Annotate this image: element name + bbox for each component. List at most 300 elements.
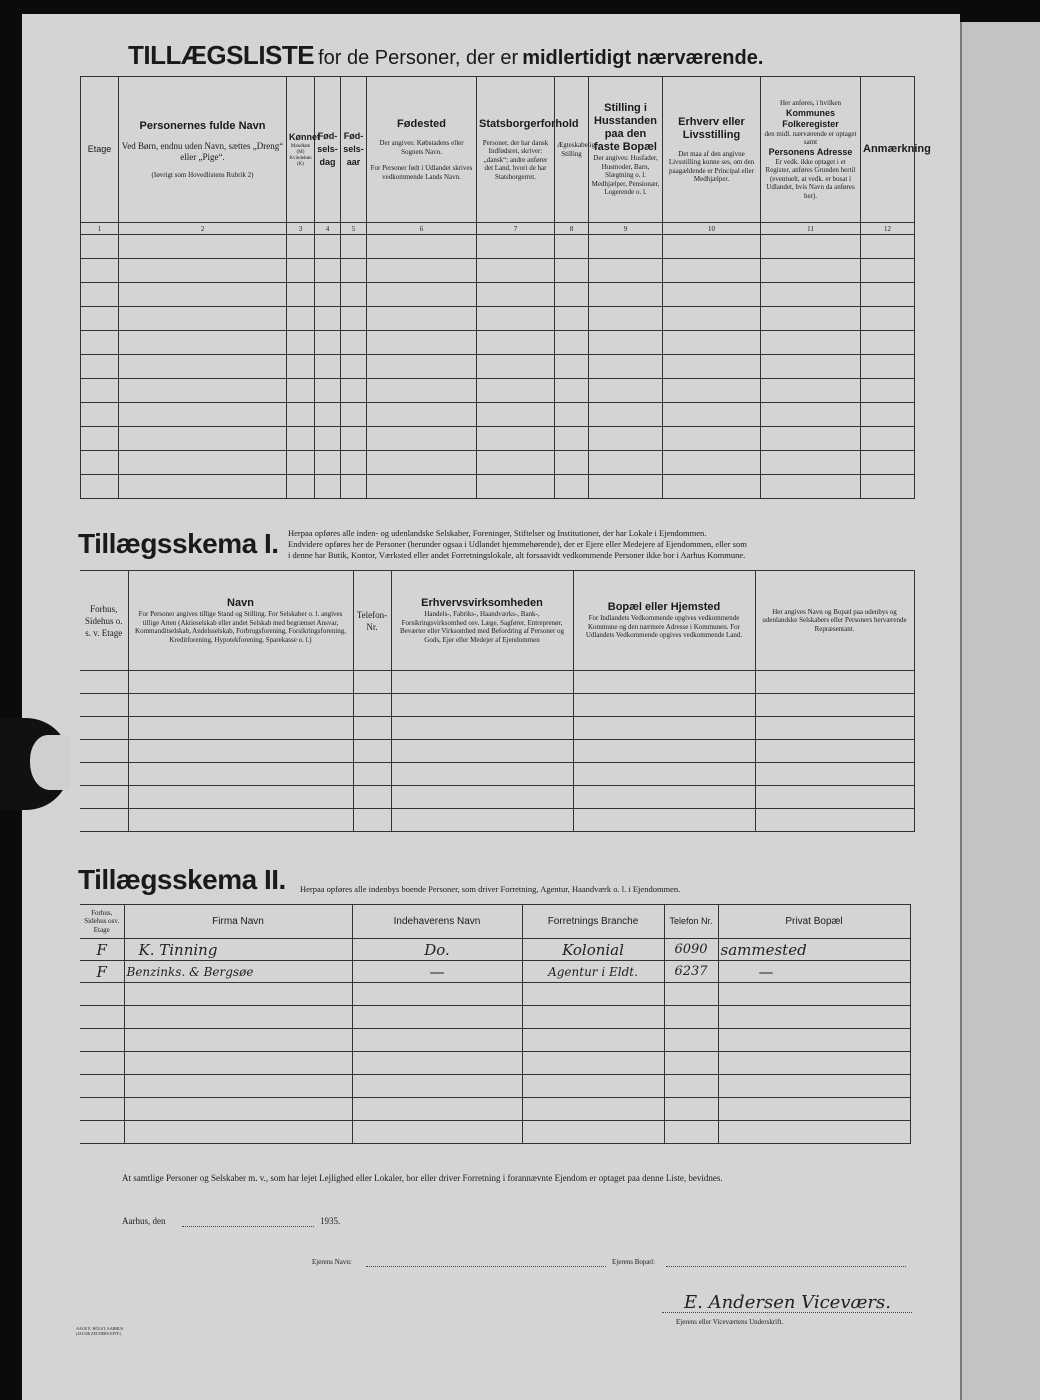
col-aegteskab: Ægteskabelig Stilling <box>555 77 589 223</box>
skema1-intro-line3: i denne har Butik, Kontor, Værksted eller andet Forretningslokale, alt forsaavidt vedkommende Personer ikke bor i Aarhus Kommune. <box>288 550 746 560</box>
blank-cell <box>128 763 353 786</box>
blank-row <box>80 1121 910 1144</box>
blank-cell <box>81 379 119 403</box>
blank-cell <box>664 1121 718 1144</box>
blank-cell <box>81 403 119 427</box>
blank-cell <box>367 331 477 355</box>
title-rest-a: for de Personer, der er <box>318 47 519 69</box>
blank-cell <box>861 427 915 451</box>
blank-cell <box>391 717 573 740</box>
blank-cell <box>367 283 477 307</box>
col-foedselsaar: Fød-sels-aar <box>341 77 367 223</box>
blank-cell <box>367 307 477 331</box>
blank-cell <box>861 283 915 307</box>
blank-cell <box>352 1075 522 1098</box>
owner-name-line <box>366 1266 606 1267</box>
s2-col-bopael: Privat Bopæl <box>718 905 910 939</box>
s1-col-telefon: Telefon-Nr. <box>353 571 391 671</box>
r1-bopael: sammested <box>718 939 910 961</box>
blank-cell <box>353 809 391 832</box>
blank-cell <box>555 259 589 283</box>
blank-cell <box>589 235 663 259</box>
blank-row <box>81 379 915 403</box>
blank-row <box>81 283 915 307</box>
blank-cell <box>663 427 761 451</box>
skema1-intro <box>288 528 918 561</box>
blank-cell <box>477 283 555 307</box>
blank-cell <box>353 763 391 786</box>
blank-cell <box>755 671 914 694</box>
blank-cell <box>287 331 315 355</box>
blank-cell <box>861 235 915 259</box>
blank-cell <box>477 235 555 259</box>
blank-cell <box>341 379 367 403</box>
col-statsborger: Statsborgerforhold Personer, der har dansk Indfødsret, skriver: „dansk“; andre anfører det Land, hvori de har Statsborgerret. <box>477 77 555 223</box>
blank-cell <box>81 475 119 499</box>
blank-cell <box>555 451 589 475</box>
blank-cell <box>287 307 315 331</box>
blank-cell <box>287 451 315 475</box>
s1-col-bopael: Bopæl eller Hjemsted For Indlandets Vedkommende opgives vedkommende Kommune og den nærmere Adresse i Kommunen. For Udlandets Vedkommende opgives vedkommende Land. <box>573 571 755 671</box>
title-main: TILLÆGSLISTE <box>128 40 315 70</box>
blank-cell <box>81 451 119 475</box>
printer-imprint: AAGE E. HOLST, AARHUS (JACOB ZEUNERS EFTF.) <box>76 1326 124 1336</box>
blank-cell <box>664 1029 718 1052</box>
blank-cell <box>755 809 914 832</box>
blank-cell <box>761 235 861 259</box>
blank-cell <box>81 331 119 355</box>
colnum-7: 7 <box>477 223 555 235</box>
colnum-3: 3 <box>287 223 315 235</box>
colnum-9: 9 <box>589 223 663 235</box>
blank-cell <box>367 379 477 403</box>
col-erhverv: Erhverv eller Livsstilling Det maa af den angivne Livsstilling kunne ses, om den paagældende er Principal eller Medhjælper. <box>663 77 761 223</box>
blank-cell <box>315 235 341 259</box>
blank-cell <box>555 355 589 379</box>
blank-cell <box>861 355 915 379</box>
skema1-title: Tillægsskema I. <box>78 528 279 559</box>
blank-cell <box>367 427 477 451</box>
signature: E. Andersen Viceværs. <box>684 1292 891 1313</box>
skema2-title: Tillægsskema II. <box>78 864 286 895</box>
blank-row <box>80 1075 910 1098</box>
blank-cell <box>119 403 287 427</box>
skema2-table <box>80 904 911 1144</box>
blank-cell <box>124 1006 352 1029</box>
colnum-6: 6 <box>367 223 477 235</box>
col-etage: Etage <box>81 77 119 223</box>
blank-cell <box>761 307 861 331</box>
blank-row <box>81 475 915 499</box>
blank-cell <box>664 1098 718 1121</box>
blank-cell <box>341 403 367 427</box>
blank-cell <box>718 1121 910 1144</box>
blank-cell <box>555 283 589 307</box>
blank-cell <box>477 307 555 331</box>
blank-cell <box>341 427 367 451</box>
skema1-table <box>80 570 915 832</box>
blank-cell <box>80 763 128 786</box>
blank-cell <box>353 671 391 694</box>
blank-cell <box>128 809 353 832</box>
blank-cell <box>555 331 589 355</box>
col-koennet: Kønnet Mandkøn (M) Kvindekøn (K) <box>287 77 315 223</box>
colnum-11: 11 <box>761 223 861 235</box>
blank-cell <box>119 307 287 331</box>
blank-cell <box>861 331 915 355</box>
blank-cell <box>522 983 664 1006</box>
blank-cell <box>315 379 341 403</box>
r1-etage: F <box>80 939 124 961</box>
blank-cell <box>718 1029 910 1052</box>
blank-cell <box>761 355 861 379</box>
blank-row <box>81 307 915 331</box>
blank-cell <box>80 671 128 694</box>
blank-cell <box>589 259 663 283</box>
skema2-row-2 <box>80 961 910 983</box>
blank-cell <box>81 427 119 451</box>
blank-cell <box>663 475 761 499</box>
blank-cell <box>391 740 573 763</box>
blank-cell <box>287 259 315 283</box>
r2-etage: F <box>80 961 124 983</box>
blank-cell <box>81 235 119 259</box>
blank-cell <box>80 983 124 1006</box>
blank-cell <box>119 259 287 283</box>
s1-col-etage: Forhus, Sidehus o. s. v. Etage <box>80 571 128 671</box>
blank-cell <box>352 1052 522 1075</box>
blank-cell <box>555 307 589 331</box>
blank-cell <box>755 740 914 763</box>
blank-cell <box>589 403 663 427</box>
blank-cell <box>861 307 915 331</box>
s1-col-erhverv: Erhvervsvirksomheden Handels-, Fabriks-, Haandværks-, Bank-, Forsikringsvirksomhed osv. Læge, Sagfører, Entreprenør, Beværter eller Virksomhed med Befordring af Personer og Gods, Ejer eller Medejer af Ejendommen <box>391 571 573 671</box>
blank-cell <box>287 379 315 403</box>
r1-branche: Kolonial <box>522 939 664 961</box>
blank-cell <box>367 355 477 379</box>
blank-cell <box>589 427 663 451</box>
blank-cell <box>663 403 761 427</box>
colnum-1: 1 <box>81 223 119 235</box>
blank-cell <box>522 1029 664 1052</box>
r2-telefon: 6237 <box>664 961 718 983</box>
blank-row <box>81 427 915 451</box>
table1-number-row <box>81 223 915 235</box>
blank-cell <box>861 259 915 283</box>
blank-cell <box>755 717 914 740</box>
blank-cell <box>341 259 367 283</box>
blank-cell <box>663 451 761 475</box>
blank-cell <box>477 451 555 475</box>
blank-cell <box>664 1006 718 1029</box>
blank-cell <box>589 379 663 403</box>
blank-cell <box>315 475 341 499</box>
owner-address-label: Ejerens Bopæl: <box>612 1258 655 1266</box>
blank-row <box>80 671 914 694</box>
blank-cell <box>315 427 341 451</box>
blank-cell <box>573 740 755 763</box>
blank-cell <box>718 1098 910 1121</box>
skema1-intro-line1: Herpaa opføres alle inden- og udenlandske Selskaber, Foreninger, Stiftelser og Institutioner, der har Lokale i Ejendommen. <box>288 528 707 538</box>
blank-row <box>80 717 914 740</box>
blank-cell <box>80 1121 124 1144</box>
blank-cell <box>761 331 861 355</box>
blank-cell <box>315 403 341 427</box>
blank-cell <box>555 379 589 403</box>
blank-cell <box>128 786 353 809</box>
blank-cell <box>119 427 287 451</box>
blank-cell <box>81 283 119 307</box>
r2-branche: Agentur i Eldt. <box>522 961 664 983</box>
blank-cell <box>315 307 341 331</box>
blank-cell <box>718 1006 910 1029</box>
blank-cell <box>119 355 287 379</box>
blank-cell <box>124 983 352 1006</box>
blank-cell <box>80 1029 124 1052</box>
blank-cell <box>315 331 341 355</box>
blank-cell <box>589 307 663 331</box>
blank-cell <box>718 983 910 1006</box>
blank-cell <box>80 1098 124 1121</box>
blank-cell <box>573 671 755 694</box>
blank-cell <box>663 235 761 259</box>
owner-address-line <box>666 1266 906 1267</box>
blank-row <box>80 1006 910 1029</box>
blank-cell <box>119 235 287 259</box>
table1-header-row <box>81 77 915 223</box>
blank-row <box>80 694 914 717</box>
blank-cell <box>124 1098 352 1121</box>
blank-cell <box>718 1052 910 1075</box>
s2-col-firma: Firma Navn <box>124 905 352 939</box>
s2-col-indehaver: Indehaverens Navn <box>352 905 522 939</box>
blank-cell <box>761 379 861 403</box>
blank-cell <box>341 283 367 307</box>
blank-cell <box>352 1006 522 1029</box>
blank-cell <box>663 355 761 379</box>
blank-row <box>80 1052 910 1075</box>
blank-row <box>80 983 910 1006</box>
blank-cell <box>522 1098 664 1121</box>
blank-cell <box>315 451 341 475</box>
blank-row <box>80 740 914 763</box>
blank-cell <box>589 451 663 475</box>
s1-col-navn: Navn For Personer angives tillige Stand og Stilling. For Selskaber o. l. angives tillige Arten (Aktieselskab eller andet Selskab med begrænset Ansvar, Kommanditselskab, Andelsselskab, Forbrugsforening, Forsikringsforening, Kreditforening, Hypotekforening, Sparekasse o. l.) <box>128 571 353 671</box>
blank-cell <box>81 307 119 331</box>
blank-cell <box>367 235 477 259</box>
blank-cell <box>119 475 287 499</box>
col-navn: Personernes fulde Navn Ved Børn, endnu uden Navn, sættes „Dreng“ eller „Pige“. (Iøvrigt som Hovedlistens Rubrik 2) <box>119 77 287 223</box>
r1-indehaver: Do. <box>352 939 522 961</box>
blank-cell <box>477 403 555 427</box>
blank-cell <box>663 259 761 283</box>
blank-cell <box>663 283 761 307</box>
blank-cell <box>128 671 353 694</box>
blank-cell <box>589 475 663 499</box>
blank-cell <box>128 694 353 717</box>
blank-cell <box>287 475 315 499</box>
blank-cell <box>124 1121 352 1144</box>
blank-cell <box>589 283 663 307</box>
blank-cell <box>573 717 755 740</box>
blank-cell <box>287 355 315 379</box>
colnum-10: 10 <box>663 223 761 235</box>
blank-cell <box>477 427 555 451</box>
blank-cell <box>341 451 367 475</box>
blank-cell <box>391 809 573 832</box>
blank-cell <box>755 763 914 786</box>
blank-row <box>80 1029 910 1052</box>
col-foedselsdag: Fød-sels-dag <box>315 77 341 223</box>
blank-row <box>81 355 915 379</box>
blank-cell <box>522 1121 664 1144</box>
blank-cell <box>861 379 915 403</box>
blank-cell <box>352 1098 522 1121</box>
blank-cell <box>761 283 861 307</box>
footer-year: 1935. <box>320 1216 341 1226</box>
skema2-intro: Herpaa opføres alle indenbys boende Personer, som driver Forretning, Agentur, Haandværk o. l. i Ejendommen. <box>300 884 681 894</box>
page-title <box>128 40 928 71</box>
col-foedested: Fødested Der angives: Købstadens eller Sognets Navn. For Personer født i Udlandet skrives vedkommende Lands Navn. <box>367 77 477 223</box>
s2-col-branche: Forretnings Branche <box>522 905 664 939</box>
blank-cell <box>352 1121 522 1144</box>
s1-col-repraesentant: Her angives Navn og Bopæl paa udenbys og udenlandske Selskabers eller Personers herværende Repræsentant. <box>755 571 914 671</box>
signature-label: Ejerens eller Viceværtens Underskrift. <box>676 1318 784 1326</box>
r2-indehaver: — <box>352 961 522 983</box>
blank-cell <box>477 475 555 499</box>
blank-cell <box>341 235 367 259</box>
blank-cell <box>664 1052 718 1075</box>
binding-tab-fold <box>30 735 70 790</box>
blank-cell <box>352 1029 522 1052</box>
blank-cell <box>391 786 573 809</box>
blank-cell <box>589 331 663 355</box>
blank-cell <box>128 740 353 763</box>
blank-cell <box>573 763 755 786</box>
colnum-5: 5 <box>341 223 367 235</box>
blank-row <box>80 809 914 832</box>
skema1-body <box>80 671 914 832</box>
blank-cell <box>353 740 391 763</box>
date-line <box>182 1226 314 1227</box>
col-adresse: Her anføres, i hvilken Kommunes Folkeregister den midl. nærværende er optaget samt Personens Adresse Er vedk. ikke optaget i et Register, anføres Grunden hertil (eventuelt, at vedk. er bosat i Udlandet, hvis Navn da anføres her). <box>761 77 861 223</box>
blank-cell <box>555 403 589 427</box>
blank-cell <box>477 379 555 403</box>
r1-telefon: 6090 <box>664 939 718 961</box>
blank-cell <box>522 1006 664 1029</box>
blank-cell <box>80 786 128 809</box>
blank-cell <box>80 717 128 740</box>
blank-cell <box>80 740 128 763</box>
blank-cell <box>761 451 861 475</box>
blank-cell <box>80 1052 124 1075</box>
blank-cell <box>573 786 755 809</box>
s2-col-telefon: Telefon Nr. <box>664 905 718 939</box>
blank-cell <box>352 983 522 1006</box>
skema2-row-1 <box>80 939 910 961</box>
skema2-body <box>80 983 910 1144</box>
blank-cell <box>761 475 861 499</box>
signature-line <box>662 1312 912 1313</box>
r2-firma: Benzinks. & Bergsøe <box>124 961 352 983</box>
blank-cell <box>80 809 128 832</box>
blank-cell <box>81 259 119 283</box>
blank-cell <box>124 1029 352 1052</box>
blank-cell <box>119 283 287 307</box>
r2-bopael: — <box>718 961 910 983</box>
table1-body <box>81 235 915 499</box>
blank-row <box>80 1098 910 1121</box>
colnum-8: 8 <box>555 223 589 235</box>
blank-cell <box>353 694 391 717</box>
blank-cell <box>555 427 589 451</box>
blank-cell <box>119 451 287 475</box>
blank-cell <box>861 451 915 475</box>
r1-firma: K. Tinning <box>124 939 352 961</box>
blank-cell <box>391 763 573 786</box>
blank-cell <box>391 694 573 717</box>
blank-cell <box>287 283 315 307</box>
blank-cell <box>341 307 367 331</box>
blank-cell <box>341 331 367 355</box>
tillaegsliste-table <box>80 76 931 499</box>
blank-row <box>81 331 915 355</box>
blank-cell <box>80 694 128 717</box>
blank-row <box>80 786 914 809</box>
blank-cell <box>341 355 367 379</box>
blank-cell <box>477 331 555 355</box>
blank-cell <box>287 427 315 451</box>
blank-cell <box>367 475 477 499</box>
blank-row <box>81 403 915 427</box>
blank-cell <box>119 379 287 403</box>
blank-cell <box>287 403 315 427</box>
blank-row <box>80 763 914 786</box>
blank-cell <box>367 451 477 475</box>
blank-cell <box>367 403 477 427</box>
blank-cell <box>128 717 353 740</box>
skema2-header-row <box>80 905 910 939</box>
skema1-header-row <box>80 571 914 671</box>
blank-cell <box>367 259 477 283</box>
skema1-intro-line2: Endvidere opføres her de Personer (herunder ogsaa i Udlandet hjemmehørende), der er Ejere eller Medejere af Ejendommen, eller som <box>288 539 747 549</box>
blank-cell <box>755 786 914 809</box>
colnum-2: 2 <box>119 223 287 235</box>
blank-cell <box>80 1075 124 1098</box>
blank-row <box>81 259 915 283</box>
blank-cell <box>477 259 555 283</box>
adjacent-page <box>960 22 1040 1400</box>
blank-cell <box>664 983 718 1006</box>
col-anmaerkning: Anmærkning <box>861 77 915 223</box>
blank-cell <box>124 1075 352 1098</box>
blank-cell <box>287 235 315 259</box>
blank-cell <box>353 717 391 740</box>
blank-row <box>81 235 915 259</box>
blank-cell <box>755 694 914 717</box>
blank-cell <box>589 355 663 379</box>
owner-name-label: Ejerens Navn: <box>312 1258 352 1266</box>
blank-cell <box>477 355 555 379</box>
blank-cell <box>341 475 367 499</box>
blank-cell <box>391 671 573 694</box>
blank-cell <box>573 809 755 832</box>
colnum-12: 12 <box>861 223 915 235</box>
blank-cell <box>664 1075 718 1098</box>
blank-cell <box>861 403 915 427</box>
blank-cell <box>761 427 861 451</box>
blank-cell <box>81 355 119 379</box>
